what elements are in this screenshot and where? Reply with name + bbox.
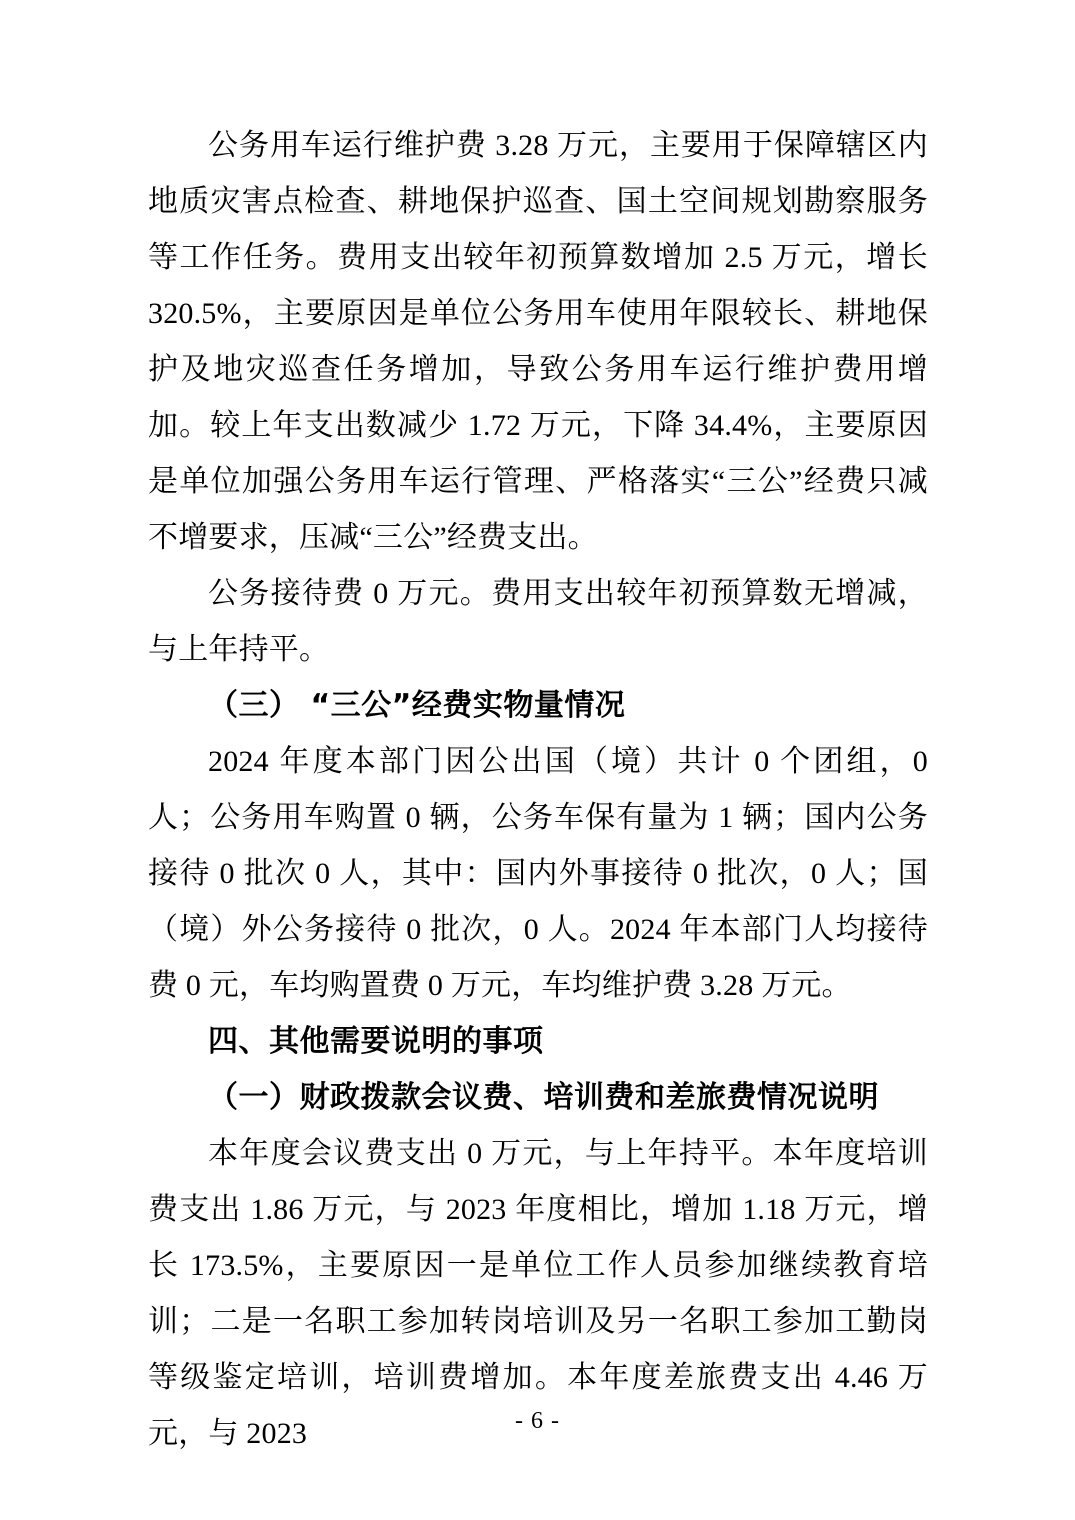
page-number-footer: - 6 -	[515, 1408, 560, 1434]
paragraph-meeting-training-travel: 本年度会议费支出 0 万元，与上年持平。本年度培训费支出 1.86 万元，与 2023 年度相比，增加 1.18 万元，增长 173.5%，主要原因一是单位工作人员参加继续教育培训；二是一名职工参加转岗培训及另一名职工参加工勤岗等级鉴定培训，培训费增加。本年度差旅费支出 4.46 万元，与 2023	[148, 1137, 928, 1450]
paragraph-physical-quantity: 2024 年度本部门因公出国（境）共计 0 个团组，0 人；公务用车购置 0 辆，公务车保有量为 1 辆；国内公务接待 0 批次 0 人，其中：国内外事接待 0 批次，0 人；国（境）外公务接待 0 批次，0 人。2024 年本部门人均接待费 0 元，车均购置费 0 万元，车均维护费 3.28 万元。	[148, 745, 928, 1002]
paragraph-reception-fee: 公务接待费 0 万元。费用支出较年初预算数无增减，与上年持平。	[148, 577, 928, 666]
page-content	[148, 118, 928, 1462]
heading-three-public-physical: （三） “三公”经费实物量情况	[208, 688, 626, 723]
heading-meeting-training-travel: （一）财政拨款会议费、培训费和差旅费情况说明	[208, 1080, 879, 1115]
heading-other-matters: 四、其他需要说明的事项	[208, 1024, 544, 1059]
paragraph-vehicle-maintenance: 公务用车运行维护费 3.28 万元，主要用于保障辖区内地质灾害点检查、耕地保护巡查、国土空间规划勘察服务等工作任务。费用支出较年初预算数增加 2.5 万元，增长 320.5%，主要原因是单位公务用车使用年限较长、耕地保护及地灾巡查任务增加，导致公务用车运行维护费用增加。较上年支出数减少 1.72 万元，下降 34.4%，主要原因是单位加强公务用车运行管理、严格落实“三公”经费只减不增要求，压减“三公”经费支出。	[148, 129, 928, 554]
